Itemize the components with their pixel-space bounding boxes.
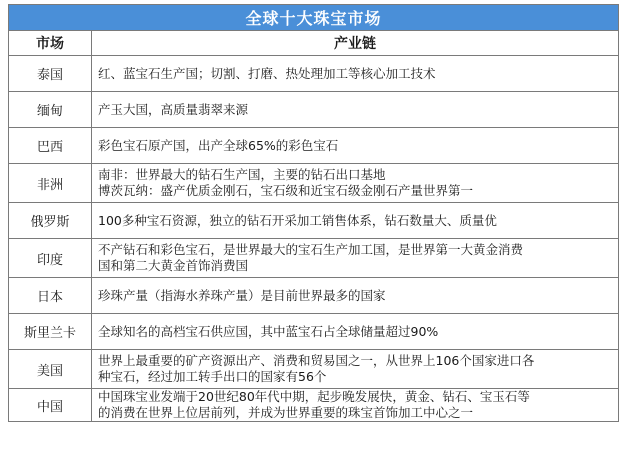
chain-line: 世界上最重要的矿产资源出产、消费和贸易国之一，从世界上106个国家进口各: [98, 353, 535, 368]
market-cell: 缅甸: [9, 92, 92, 128]
header-chain: 产业链: [92, 31, 619, 56]
table-title: 全球十大珠宝市场: [9, 5, 619, 31]
chain-line: 产玉大国，高质量翡翠来源: [98, 101, 249, 117]
chain-line: 国和第二大黄金首饰消费国: [98, 258, 249, 273]
market-cell: 巴西: [9, 128, 92, 164]
chain-cell: [92, 350, 619, 389]
jewelry-market-table: [8, 4, 619, 422]
market-cell: 非洲: [9, 164, 92, 203]
chain-cell: [92, 239, 619, 278]
chain-cell: [92, 278, 619, 314]
header-market: 市场: [9, 31, 92, 56]
market-cell: 俄罗斯: [9, 203, 92, 239]
chain-line: 100多种宝石资源，独立的钻石开采加工销售体系，钻石数量大、质量优: [98, 212, 497, 228]
table-row: [9, 92, 619, 128]
chain-line: 博茨瓦纳：盛产优质金刚石，宝石级和近宝石级金刚石产量世界第一: [98, 183, 474, 198]
market-cell: 日本: [9, 278, 92, 314]
market-cell: 斯里兰卡: [9, 314, 92, 350]
chain-line: 彩色宝石原产国，出产全球65%的彩色宝石: [98, 137, 339, 153]
chain-line: 的消费在世界上位居前列，并成为世界重要的珠宝首饰加工中心之一: [98, 405, 474, 420]
table-row: [9, 203, 619, 239]
table-row: [9, 128, 619, 164]
chain-cell: [92, 203, 619, 239]
chain-line: 南非：世界最大的钻石生产国，主要的钻石出口基地: [98, 167, 386, 182]
title-row: [9, 5, 619, 31]
table-row: [9, 314, 619, 350]
market-cell: 印度: [9, 239, 92, 278]
market-cell: 中国: [9, 389, 92, 422]
chain-line: 珍珠产量（指海水养珠产量）是目前世界最多的国家: [98, 287, 386, 303]
header-row: [9, 31, 619, 56]
chain-cell: [92, 56, 619, 92]
chain-cell: [92, 164, 619, 203]
chain-line: 全球知名的高档宝石供应国，其中蓝宝石占全球储量超过90%: [98, 323, 439, 339]
market-cell: 泰国: [9, 56, 92, 92]
chain-line: 中国珠宝业发端于20世纪80年代中期，起步晚发展快，黄金、钻石、宝玉石等: [98, 389, 530, 404]
table-row: [9, 350, 619, 389]
chain-cell: [92, 389, 619, 422]
market-cell: 美国: [9, 350, 92, 389]
table-row: [9, 389, 619, 422]
chain-line: 不产钻石和彩色宝石，是世界最大的宝石生产加工国，是世界第一大黄金消费: [98, 242, 524, 257]
chain-line: 红、蓝宝石生产国；切割、打磨、热处理加工等核心加工技术: [98, 65, 436, 81]
table-row: [9, 164, 619, 203]
chain-cell: [92, 314, 619, 350]
chain-line: 种宝石，经过加工转手出口的国家有56个: [98, 369, 327, 384]
table-row: [9, 56, 619, 92]
chain-cell: [92, 92, 619, 128]
table-row: [9, 239, 619, 278]
chain-cell: [92, 128, 619, 164]
table-row: [9, 278, 619, 314]
